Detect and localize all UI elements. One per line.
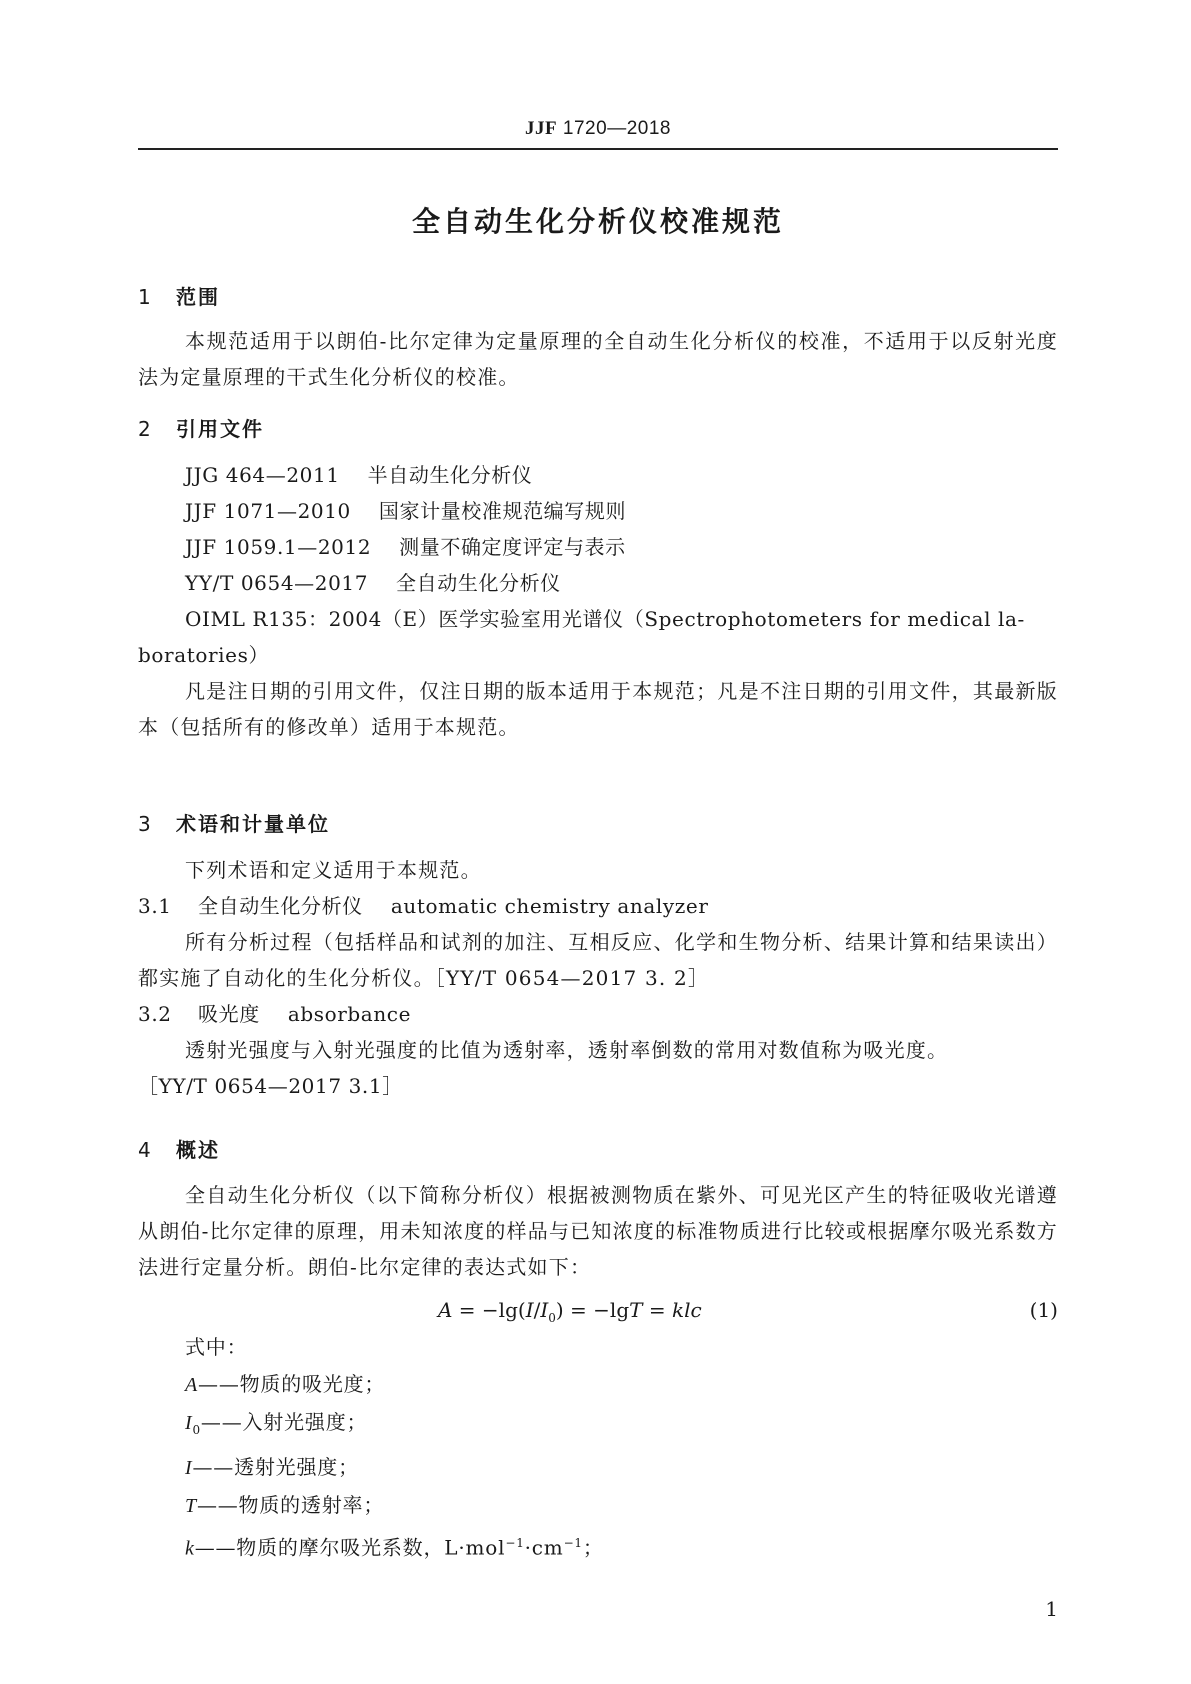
formula-definitions xyxy=(138,1329,1058,1568)
term-number: 3.1 xyxy=(138,894,172,918)
reference-code: JJF 1071—2010 xyxy=(185,499,351,523)
term-3-1-heading xyxy=(138,888,1058,924)
standard-code: JJF xyxy=(525,118,558,139)
term-cn: 吸光度 xyxy=(198,1002,260,1026)
definition-item: I——透射光强度； xyxy=(185,1455,359,1479)
definition-item: $I_0——$入射光强度； xyxy=(185,1410,368,1437)
section-number: 4 xyxy=(138,1138,153,1162)
header-rule xyxy=(138,148,1058,150)
definition-item: A——物质的吸光度； xyxy=(185,1372,386,1396)
reference-item xyxy=(138,529,1058,565)
page-header xyxy=(138,118,1058,140)
reference-name: 半自动生化分析仪 xyxy=(367,463,533,487)
term-en: absorbance xyxy=(287,1002,412,1026)
reference-name: 全自动生化分析仪 xyxy=(396,571,561,595)
term-en: automatic chemistry analyzer xyxy=(390,894,709,918)
term-number: 3.2 xyxy=(138,1002,172,1026)
page-number: 1 xyxy=(1045,1597,1058,1621)
section-title: 引用文件 xyxy=(176,417,264,441)
reference-code: YY/T 0654—2017 xyxy=(185,571,369,595)
section-2-heading xyxy=(138,413,1058,442)
section-1-heading xyxy=(138,281,1058,310)
term-3-2-source: ［YY/T 0654—2017 3.1］ xyxy=(138,1074,403,1098)
reference-code: JJG 464—2011 xyxy=(185,463,340,487)
term-3-2-definition: 透射光强度与入射光强度的比值为透射率，透射率倒数的常用对数值称为吸光度。 xyxy=(185,1038,949,1062)
reference-item-oiml-cont: boratories） xyxy=(138,643,270,667)
definition-item: T——物质的透射率； xyxy=(185,1493,385,1517)
definition-item: k——物质的摩尔吸光系数，$L\cdot mol^{-1}\cdot cm^{-1}$； xyxy=(185,1535,604,1560)
section-2-paragraph: 凡是注日期的引用文件，仅注日期的版本适用于本规范；凡是不注日期的引用文件，其最新版本（包括所有的修改单）适用于本规范。 xyxy=(138,679,1058,739)
section-number: 1 xyxy=(138,285,153,309)
section-3-body xyxy=(138,852,1058,1104)
reference-name: 国家计量校准规范编写规则 xyxy=(378,499,627,523)
section-title: 概述 xyxy=(176,1138,220,1162)
reference-list xyxy=(138,457,1058,745)
formula-expression: $A = -\lg(I/I_0) = -\lg T$ = klc xyxy=(438,1298,702,1325)
section-3-heading xyxy=(138,808,1058,837)
where-label: 式中： xyxy=(185,1335,248,1359)
section-title: 范围 xyxy=(176,285,220,309)
section-4-heading xyxy=(138,1134,1058,1163)
reference-code: JJF 1059.1—2012 xyxy=(185,535,372,559)
section-title: 术语和计量单位 xyxy=(176,812,330,836)
reference-name: 测量不确定度评定与表示 xyxy=(399,535,626,559)
standard-number: 1720—2018 xyxy=(562,118,671,139)
term-cn: 全自动生化分析仪 xyxy=(198,894,363,918)
reference-item xyxy=(138,565,1058,601)
term-3-2-heading xyxy=(138,996,1058,1032)
document-title: 全自动生化分析仪校准规范 xyxy=(411,205,784,238)
reference-item-oiml: OIML R135：2004（E）医学实验室用光谱仪（Spectrophotometers for medical la- xyxy=(185,607,1025,631)
reference-item xyxy=(138,493,1058,529)
equation-number: (1) xyxy=(1029,1298,1058,1322)
section-number: 2 xyxy=(138,417,153,441)
section-number: 3 xyxy=(138,812,153,836)
reference-item xyxy=(138,457,1058,493)
beer-lambert-formula xyxy=(138,1292,1058,1328)
term-3-1-definition: 所有分析过程（包括样品和试剂的加注、互相反应、化学和生物分析、结果计算和结果读出）都实施了自动化的生化分析仪。［YY/T 0654—2017 3. 2］ xyxy=(138,930,1058,990)
section-1-paragraph: 本规范适用于以朗伯-比尔定律为定量原理的全自动生化分析仪的校准，不适用于以反射光度法为定量原理的干式生化分析仪的校准。 xyxy=(138,329,1058,389)
section-3-intro: 下列术语和定义适用于本规范。 xyxy=(185,858,482,882)
section-4-paragraph: 全自动生化分析仪（以下简称分析仪）根据被测物质在紫外、可见光区产生的特征吸收光谱遵从朗伯-比尔定律的原理，用未知浓度的样品与已知浓度的标准物质进行比较或根据摩尔吸光系数方法进行定量分析。朗伯-比尔定律的表达式如下： xyxy=(138,1183,1058,1279)
